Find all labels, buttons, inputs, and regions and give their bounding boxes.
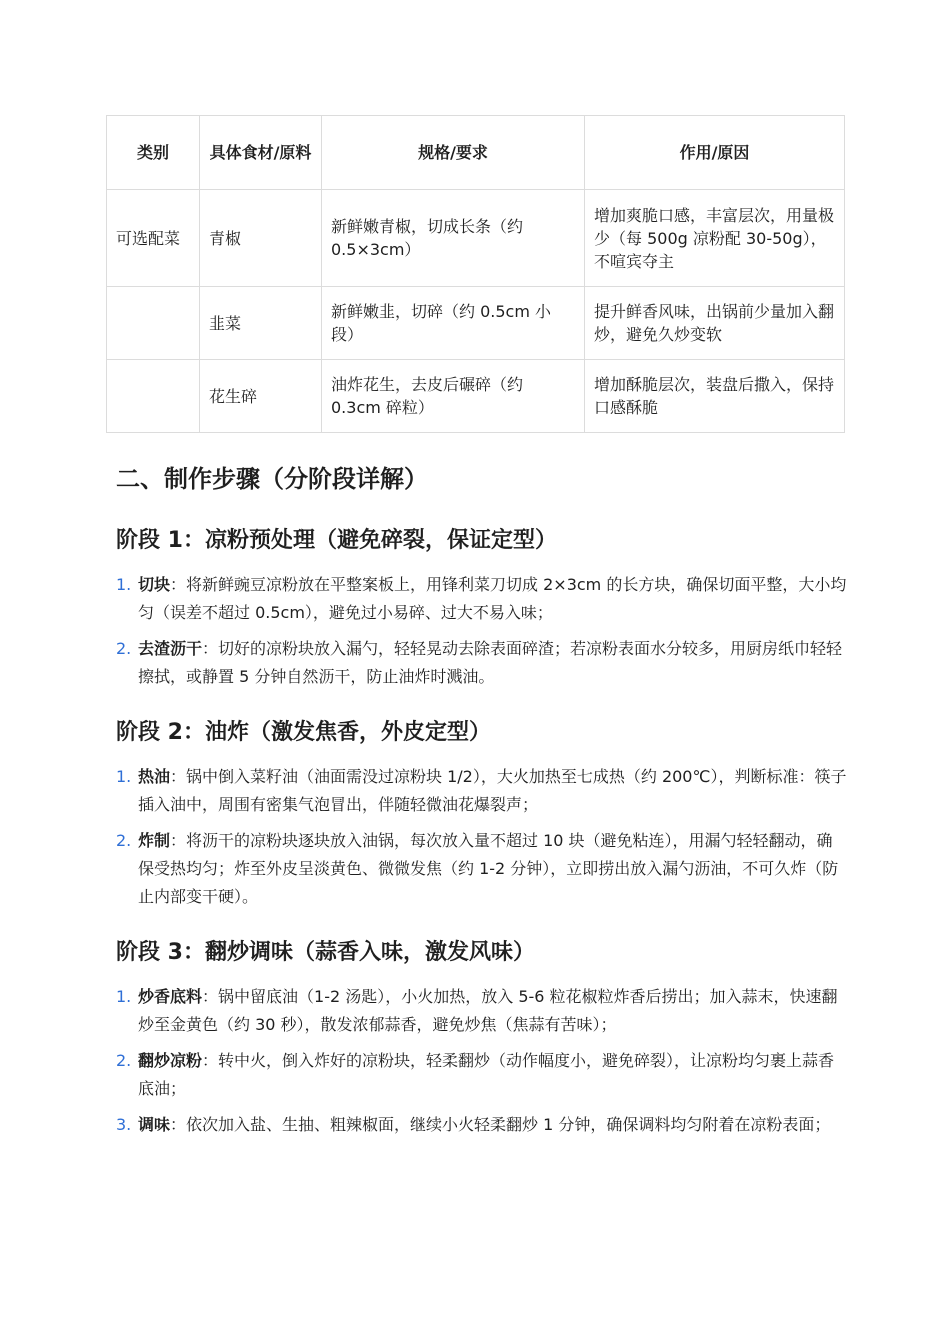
stage-1-title: 阶段 1：凉粉预处理（避免碎裂，保证定型） [116,528,557,553]
stage-1-steps [116,571,848,699]
step-text: ：切好的凉粉块放入漏勺，轻轻晃动去除表面碎渣；若凉粉表面水分较多，用厨房纸巾轻轻擦拭，或静置 5 分钟自然沥干，防止油炸时溅油。 [138,639,843,686]
header-spec: 规格/要求 [322,116,585,190]
list-item [116,1047,848,1103]
step-term: 炒香底料 [138,987,203,1006]
table-row [107,287,845,360]
list-item [116,635,848,691]
cell-purpose: 提升鲜香风味，出锅前少量加入翻炒，避免久炒变软 [585,287,845,360]
cell-category [107,287,200,360]
step-term: 调味 [138,1115,171,1134]
header-purpose: 作用/原因 [585,116,845,190]
cell-purpose: 增加爽脆口感，丰富层次，用量极少（每 500g 凉粉配 30-50g），不喧宾夺主 [585,190,845,287]
stage-2-title: 阶段 2：油炸（激发焦香，外皮定型） [116,720,491,745]
table-row [107,360,845,433]
table-header-row [107,116,845,190]
step-term: 切块 [138,575,171,594]
cell-category: 可选配菜 [107,190,200,287]
cell-item: 韭菜 [200,287,322,360]
step-term: 翻炒凉粉 [138,1051,203,1070]
step-number: 1. [116,987,132,1006]
step-text: ：依次加入盐、生抽、粗辣椒面，继续小火轻柔翻炒 1 分钟，确保调料均匀附着在凉粉表面； [170,1115,831,1134]
ingredients-table [106,115,845,433]
list-item [116,1111,848,1139]
step-text: ：转中火，倒入炸好的凉粉块，轻柔翻炒（动作幅度小，避免碎裂），让凉粉均匀裹上蒜香底油； [138,1051,835,1098]
cell-purpose: 增加酥脆层次，装盘后撒入，保持口感酥脆 [585,360,845,433]
table-row [107,190,845,287]
cell-item: 花生碎 [200,360,322,433]
cell-category [107,360,200,433]
step-text: ：将新鲜豌豆凉粉放在平整案板上，用锋利菜刀切成 2×3cm 的长方块，确保切面平整，大小均匀（误差不超过 0.5cm），避免过小易碎、过大不易入味； [138,575,847,622]
step-text: ：锅中倒入菜籽油（油面需没过凉粉块 1/2），大火加热至七成热（约 200℃），判断标准：筷子插入油中，周围有密集气泡冒出，伴随轻微油花爆裂声； [138,767,847,814]
step-number: 1. [116,767,132,786]
step-number: 2. [116,639,132,658]
document-page [106,115,847,1134]
step-text: ：将沥干的凉粉块逐块放入油锅，每次放入量不超过 10 块（避免粘连），用漏勺轻轻翻动，确保受热均匀；炸至外皮呈淡黄色、微微发焦（约 1-2 分钟），立即捞出放入漏勺沥油，不可久炸（防止内部变干硬）。 [138,831,839,906]
step-number: 2. [116,831,132,850]
cell-spec: 新鲜嫩韭，切碎（约 0.5cm 小段） [322,287,585,360]
section-title: 二、制作步骤（分阶段详解） [116,465,428,493]
list-item [116,763,848,819]
list-item [116,571,848,627]
cell-spec: 新鲜嫩青椒，切成长条（约 0.5×3cm） [322,190,585,287]
step-number: 2. [116,1051,132,1070]
step-number: 1. [116,575,132,594]
list-item [116,827,848,911]
step-number: 3. [116,1115,132,1134]
header-category: 类别 [107,116,200,190]
list-item [116,983,848,1039]
step-term: 热油 [138,767,171,786]
step-term: 去渣沥干 [138,639,203,658]
cell-item: 青椒 [200,190,322,287]
stage-3-steps [116,983,848,1147]
step-term: 炸制 [138,831,171,850]
stage-3-title: 阶段 3：翻炒调味（蒜香入味，激发风味） [116,940,535,965]
step-text: ：锅中留底油（1-2 汤匙），小火加热，放入 5-6 粒花椒粒炸香后捞出；加入蒜末，快速翻炒至金黄色（约 30 秒），散发浓郁蒜香，避免炒焦（焦蒜有苦味）； [138,987,838,1034]
stage-2-steps [116,763,848,919]
header-item: 具体食材/原料 [200,116,322,190]
cell-spec: 油炸花生，去皮后碾碎（约 0.3cm 碎粒） [322,360,585,433]
